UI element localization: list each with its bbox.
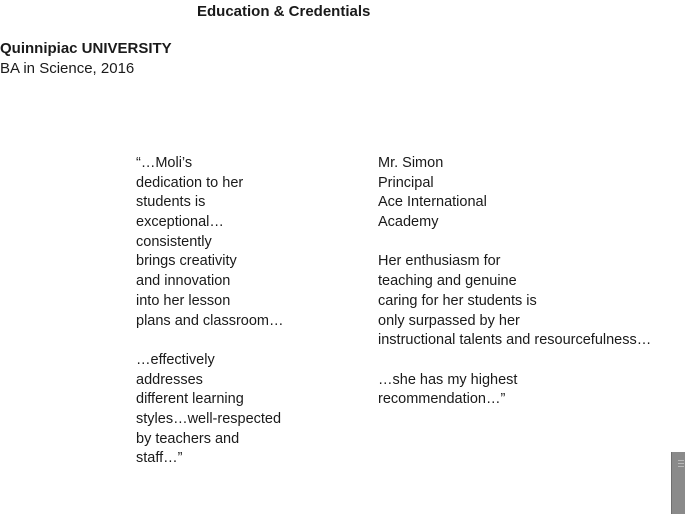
quote-line: into her lesson <box>136 292 231 309</box>
quote-line: Her enthusiasm for <box>378 253 501 270</box>
quote-line: and innovation <box>136 273 231 290</box>
quote-line: plans and classroom… <box>136 312 284 329</box>
quote-line: by teachers and <box>136 430 240 447</box>
quote-line: recommendation…” <box>378 391 506 408</box>
quote-line: caring for her students is <box>378 292 537 309</box>
section-title: Education & Credentials <box>197 3 371 20</box>
quote-line: consistently <box>136 233 212 250</box>
quote-line: exceptional… <box>136 214 224 231</box>
scrollbar-thumb[interactable] <box>671 452 685 514</box>
paragraph-gap <box>378 351 683 371</box>
quote-line: students is <box>136 194 206 211</box>
grip-icon <box>678 460 684 461</box>
paragraph-gap <box>136 331 326 351</box>
testimonial-quote-left <box>136 154 326 469</box>
school-name: Quinnipiac UNIVERSITY <box>0 40 172 57</box>
quote-line: “…Moli’s <box>136 155 193 171</box>
quote-line: …effectively <box>136 351 215 368</box>
quote-line: styles…well-respected <box>136 410 282 427</box>
quote-line: different learning <box>136 391 244 408</box>
attribution-line: Mr. Simon <box>378 155 444 171</box>
quote-line: addresses <box>136 371 203 388</box>
attribution-line: Ace International <box>378 194 487 211</box>
quote-line: dedication to her <box>136 174 244 191</box>
quote-line: staff…” <box>136 450 183 467</box>
quote-line: …she has my highest <box>378 371 518 388</box>
testimonial-quote-right <box>378 154 683 410</box>
quote-line: only surpassed by her <box>378 312 520 329</box>
quote-line: instructional talents and resourcefulness… <box>378 332 652 349</box>
quote-line: brings creativity <box>136 253 237 270</box>
attribution-line: Academy <box>378 214 439 231</box>
paragraph-gap <box>378 233 683 253</box>
attribution-line: Principal <box>378 174 434 191</box>
degree: BA in Science, 2016 <box>0 60 135 77</box>
quote-line: teaching and genuine <box>378 273 517 290</box>
